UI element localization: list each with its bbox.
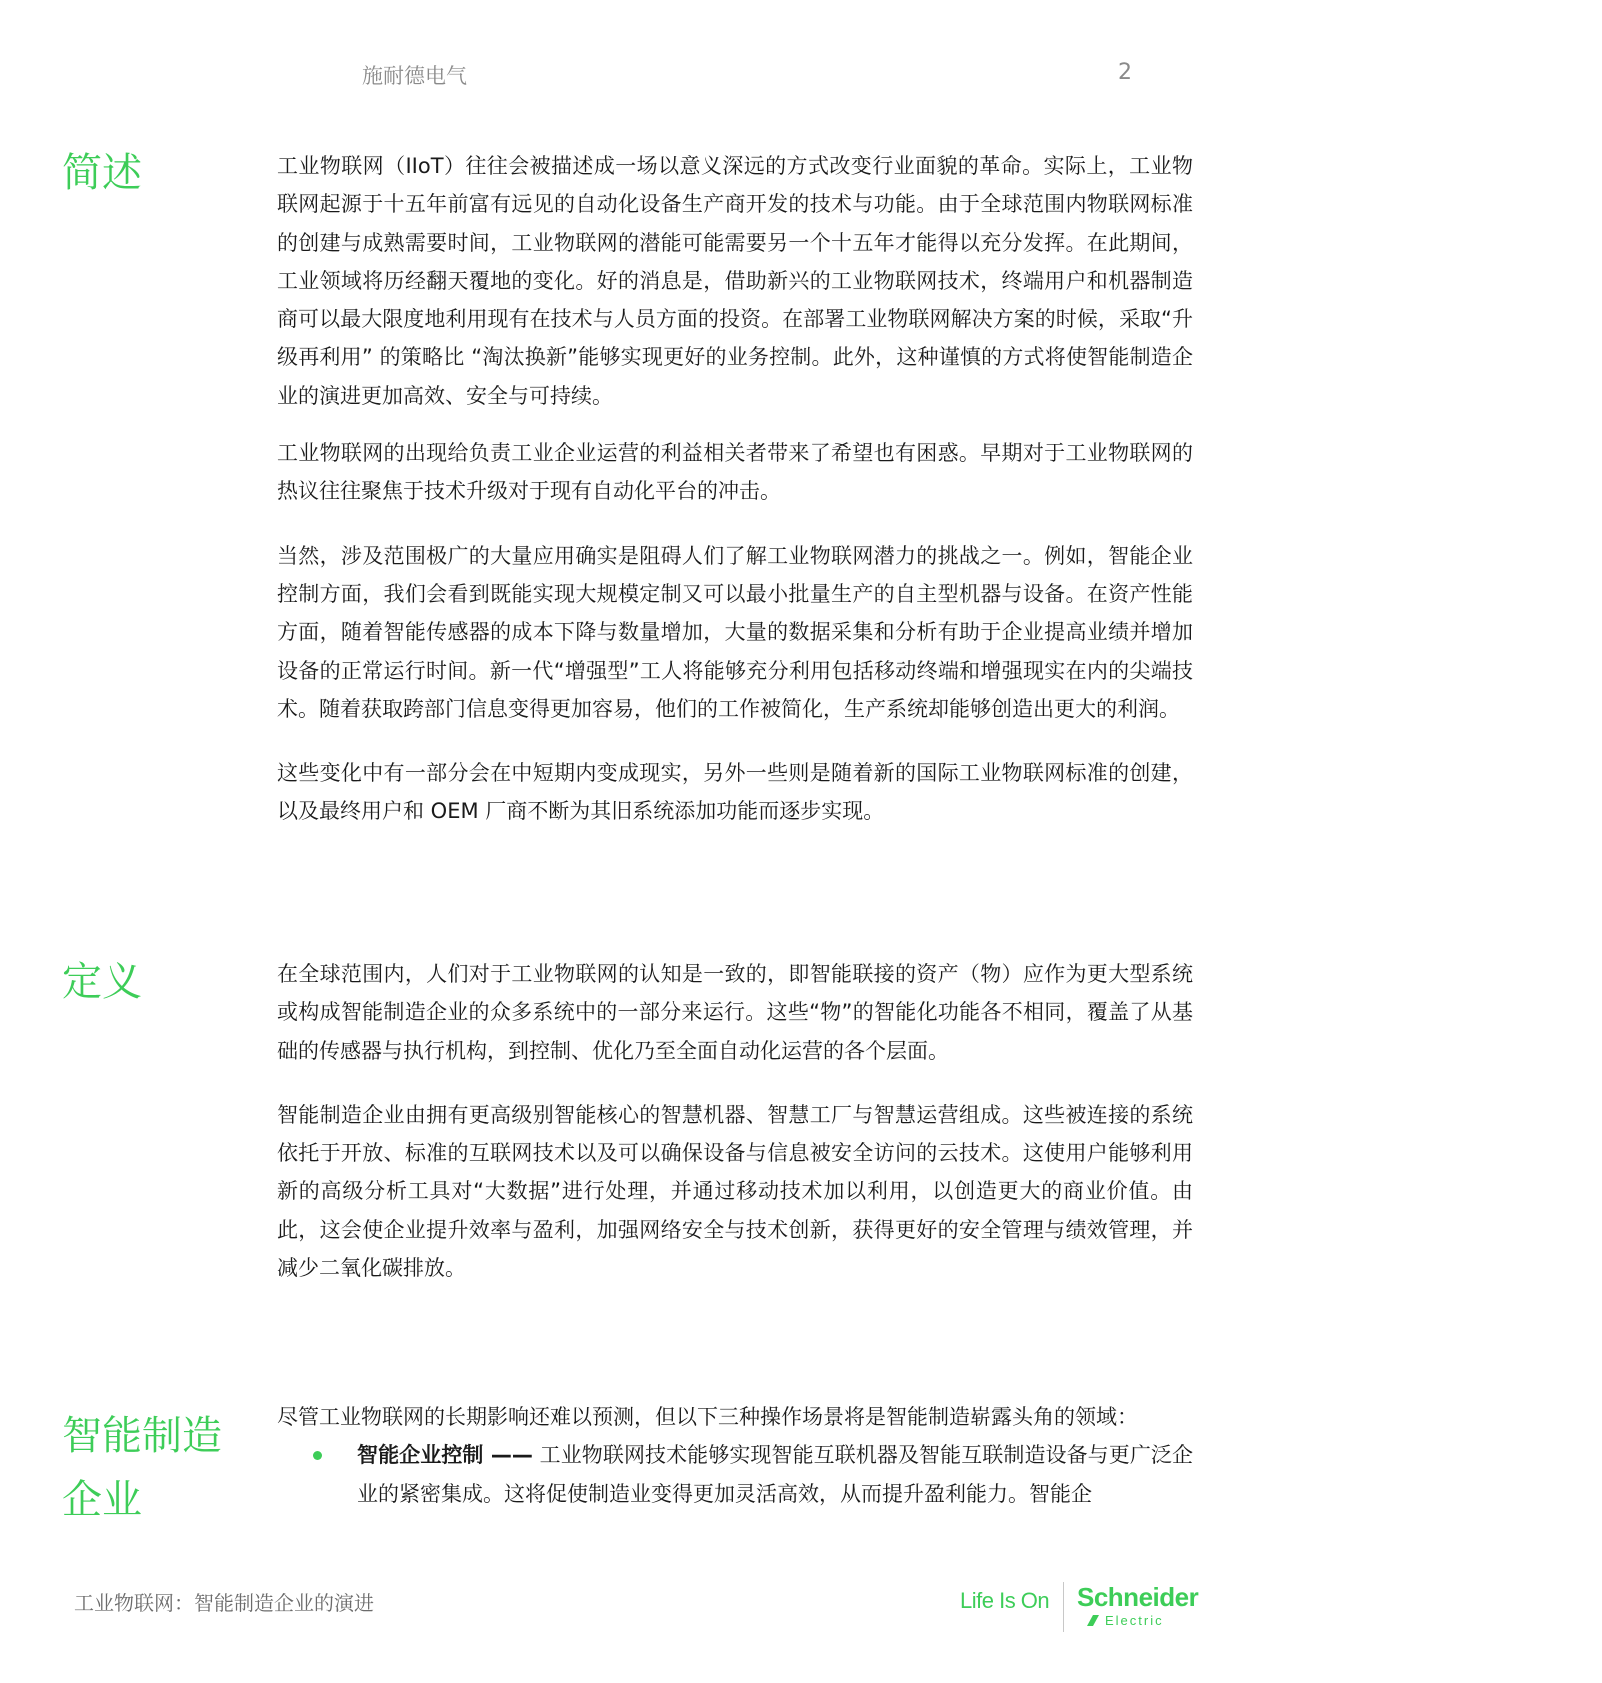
brand-divider — [1063, 1582, 1064, 1632]
overview-body — [277, 147, 1193, 831]
overview-paragraph: 这些变化中有一部分会在中短期内变成现实，另外一些则是随着新的国际工业物联网标准的创建，以及最终用户和 OEM 厂商不断为其旧系统添加功能而逐步实现。 — [277, 761, 1193, 824]
schneider-mark-icon — [1084, 1612, 1102, 1630]
brand-name: Schneider — [1077, 1582, 1199, 1612]
list-item — [277, 1436, 1193, 1513]
section-heading-line: 智能制造 — [62, 1413, 222, 1459]
overview-paragraph: 工业物联网（IIoT）往往会被描述成一场以意义深远的方式改变行业面貌的革命。实际上，工业物联网起源于十五年前富有远见的自动化设备生产商开发的技术与功能。由于全球范围内物联网标准的创建与成熟需要时间，工业物联网的潜能可能需要另一个十五年才能得以充分发挥。在此期间，工业领域将历经翻天覆地的变化。好的消息是，借助新兴的工业物联网技术，终端用户和机器制造商可以最大限度地利用现有在技术与人员方面的投资。在部署工业物联网解决方案的时候，采取“升级再利用” 的策略比 “淘汰换新”能够实现更好的业务控制。此外，这种谨慎的方式将使智能制造企业的演进更加高效、安全与可持续。 — [277, 154, 1193, 408]
definition-body — [277, 955, 1193, 1287]
bullet-text: 工业物联网技术能够实现智能互联机器及智能互联制造设备与更广泛企业的紧密集成。这将促使制造业变得更加灵活高效，从而提升盈利能力。智能企 — [357, 1443, 1193, 1506]
footer-document-title: 工业物联网：智能制造企业的演进 — [74, 1591, 374, 1615]
section-heading-smart-enterprise — [62, 1404, 222, 1532]
section-heading-line: 企业 — [62, 1477, 142, 1523]
definition-paragraph: 在全球范围内，人们对于工业物联网的认知是一致的，即智能联接的资产（物）应作为更大型系统或构成智能制造企业的众多系统中的一部分来运行。这些“物”的智能化功能各不相同，覆盖了从基础的传感器与执行机构，到控制、优化乃至全面自动化运营的各个层面。 — [277, 962, 1193, 1063]
bullet-list — [277, 1436, 1193, 1513]
overview-paragraph: 工业物联网的出现给负责工业企业运营的利益相关者带来了希望也有困惑。早期对于工业物联网的热议往往聚焦于技术升级对于现有自动化平台的冲击。 — [277, 441, 1193, 504]
section-heading-definition: 定义 — [62, 959, 142, 1005]
definition-paragraph: 智能制造企业由拥有更高级别智能核心的智慧机器、智慧工厂与智慧运营组成。这些被连接的系统依托于开放、标准的互联网技术以及可以确保设备与信息被安全访问的云技术。这使用户能够利用新的高级分析工具对“大数据”进行处理，并通过移动技术加以利用，以创造更大的商业价值。由此，这会使企业提升效率与盈利，加强网络安全与技术创新，获得更好的安全管理与绩效管理，并减少二氧化碳排放。 — [277, 1102, 1193, 1281]
header-company-name: 施耐德电气 — [362, 64, 467, 88]
page-number: 2 — [1118, 60, 1132, 85]
overview-paragraph: 当然，涉及范围极广的大量应用确实是阻碍人们了解工业物联网潜力的挑战之一。例如，智能企业控制方面，我们会看到既能实现大规模定制又可以最小批量生产的自主型机器与设备。在资产性能方面，随着智能传感器的成本下降与数量增加，大量的数据采集和分析有助于企业提高业绩并增加设备的正常运行时间。新一代“增强型”工人将能够充分利用包括移动终端和增强现实在内的尖端技术。随着获取跨部门信息变得更加容易，他们的工作被简化，生产系统却能够创造出更大的利润。 — [277, 543, 1193, 721]
bullet-dot-icon — [313, 1451, 322, 1460]
section-heading-overview: 简述 — [62, 150, 142, 196]
schneider-electric-logo — [1077, 1582, 1207, 1638]
smart-enterprise-body — [277, 1398, 1193, 1513]
bullet-term: 智能企业控制 —— — [357, 1443, 533, 1468]
smart-enterprise-intro: 尽管工业物联网的长期影响还难以预测，但以下三种操作场景将是智能制造崭露头角的领域： — [277, 1405, 1138, 1429]
brand-sub: Electric — [1105, 1613, 1164, 1628]
life-is-on-tagline: Life Is On — [960, 1588, 1050, 1613]
